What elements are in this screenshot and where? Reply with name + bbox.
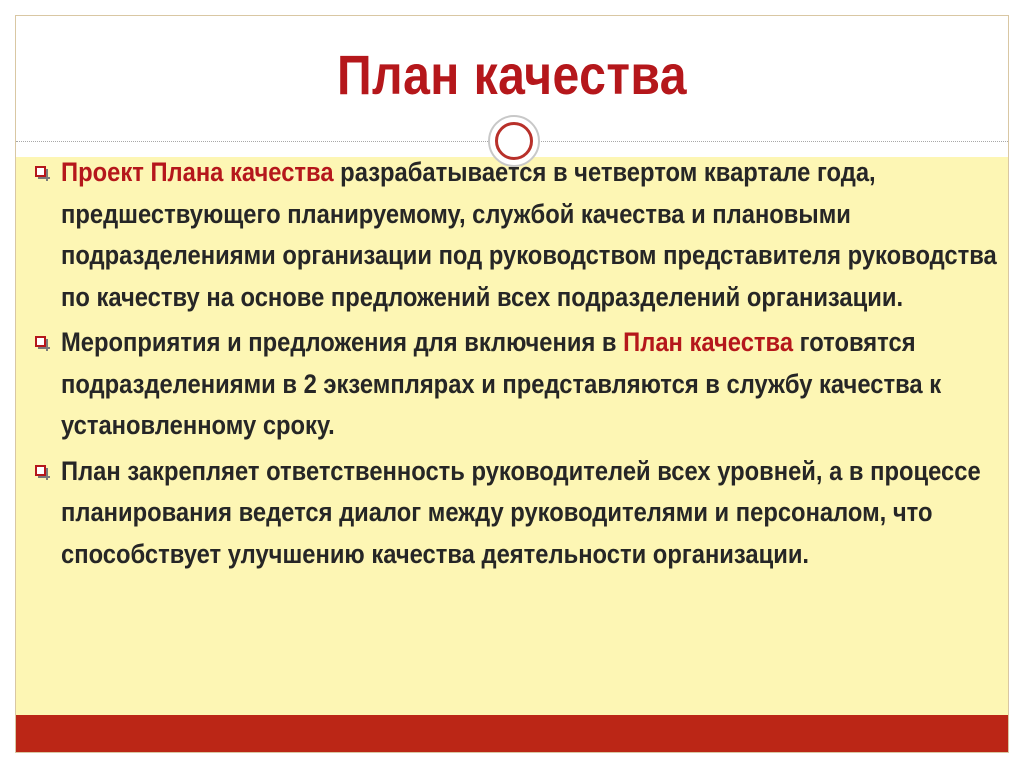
square-bullet-icon <box>35 336 46 347</box>
bullet-item-3 <box>33 451 1003 576</box>
slide-title: План качества <box>337 43 687 106</box>
bullet-item-2 <box>33 322 1003 447</box>
bullet-highlight-2: План качества <box>623 327 794 357</box>
bullet-text-before-2: Мероприятия и предложения для включения в <box>61 327 624 357</box>
square-bullet-icon <box>35 166 46 177</box>
bullet-text-after-1: разрабатывается в четвертом квартале года, предшествующего планируемому, службой качества и плановыми подразделениями организации под руководством представителя руководства по качеству на основе предложений всех подразделений организации. <box>61 157 997 312</box>
slide <box>15 15 1009 753</box>
bullet-highlight-1: Проект Плана качества <box>61 157 334 187</box>
bullet-text-after-2: готовятся подразделениями в 2 экземплярах и представляются в службу качества к установленному сроку. <box>61 327 942 440</box>
bullet-text-3: План закрепляет ответственность руководителей всех уровней, а в процессе планирования ведется диалог между руководителями и персоналом, что способствует улучшению качества деятельности организации. <box>61 455 981 569</box>
bullet-list <box>33 152 1003 579</box>
bullet-text-2 <box>61 322 1024 447</box>
square-bullet-icon <box>35 465 46 476</box>
footer-bar <box>16 715 1008 752</box>
bullet-item-1 <box>33 152 1003 318</box>
bullet-text-1 <box>61 152 1024 318</box>
